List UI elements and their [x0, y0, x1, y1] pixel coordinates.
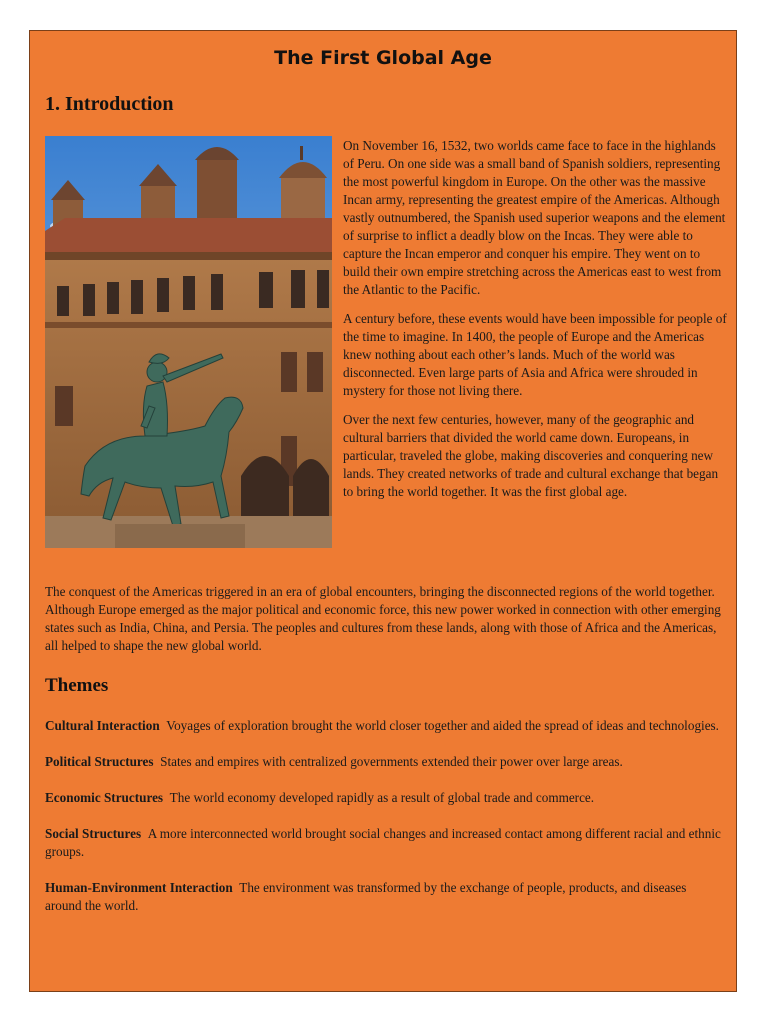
theme-description: The world economy developed rapidly as a result of global trade and commerce. [169, 790, 595, 805]
themes-heading: Themes [45, 675, 109, 696]
theme-item [45, 717, 725, 735]
theme-description: Voyages of exploration brought the world closer together and aided the spread of ideas and technologies. [166, 718, 719, 733]
document-title: The First Global Age [274, 47, 492, 69]
intro-paragraph-1: On November 16, 1532, two worlds came face to face in the highlands of Peru. On one side was a small band of Spanish soldiers, representing the most powerful kingdom in Europe. On the other was the massive Incan army, representing the greatest empire of the Americas. Although vastly outnumbered, the Spanish used superior weapons and the element of surprise to inflict a deadly blow on the Incas. They were able to capture the Incan emperor and conquer his empire. They went on to build their own empire stretching across the Americas east to west from the Atlantic to the Pacific. [343, 138, 726, 297]
theme-description: A more interconnected world brought social changes and increased contact among different racial and ethnic groups. [45, 826, 721, 859]
theme-name: Political Structures [45, 754, 154, 769]
theme-item [45, 753, 725, 771]
theme-item [45, 879, 725, 915]
theme-item [45, 825, 725, 861]
themes-list [45, 717, 725, 933]
conquest-paragraph: The conquest of the Americas triggered in an era of global encounters, bringing the disconnected regions of the world together. Although Europe emerged as the major political and economic force, this new power worked in connection with other emerging states such as India, China, and Persia. The peoples and cultures from these lands, along with those of Africa and the Americas, all helped to shape the new global world. [45, 584, 721, 653]
intro-paragraph-3: Over the next few centuries, however, many of the geographic and cultural barriers that divided the world came down. Europeans, in particular, traveled the globe, making discoveries and conquering new lands. They created networks of trade and cultural exchange that began to bring the world together. It was the first global age. [343, 412, 719, 499]
statue-photo [45, 136, 332, 548]
theme-name: Human-Environment Interaction [45, 880, 233, 895]
section-heading: 1. Introduction [45, 93, 174, 115]
theme-item [45, 789, 725, 807]
theme-name: Social Structures [45, 826, 142, 841]
intro-text-column [343, 137, 727, 512]
document-page [29, 30, 737, 992]
theme-description: The environment was transformed by the exchange of people, products, and diseases around the world. [45, 880, 687, 913]
theme-description: States and empires with centralized governments extended their power over large areas. [160, 754, 623, 769]
theme-name: Cultural Interaction [45, 718, 160, 733]
theme-name: Economic Structures [45, 790, 164, 805]
intro-paragraph-2: A century before, these events would have been impossible for people of the time to imagine. In 1400, the people of Europe and the Americas knew nothing about each other’s lands. Much of the world was disconnected. Even large parts of Asia and Africa were shrouded in mystery for those not living there. [343, 311, 727, 398]
